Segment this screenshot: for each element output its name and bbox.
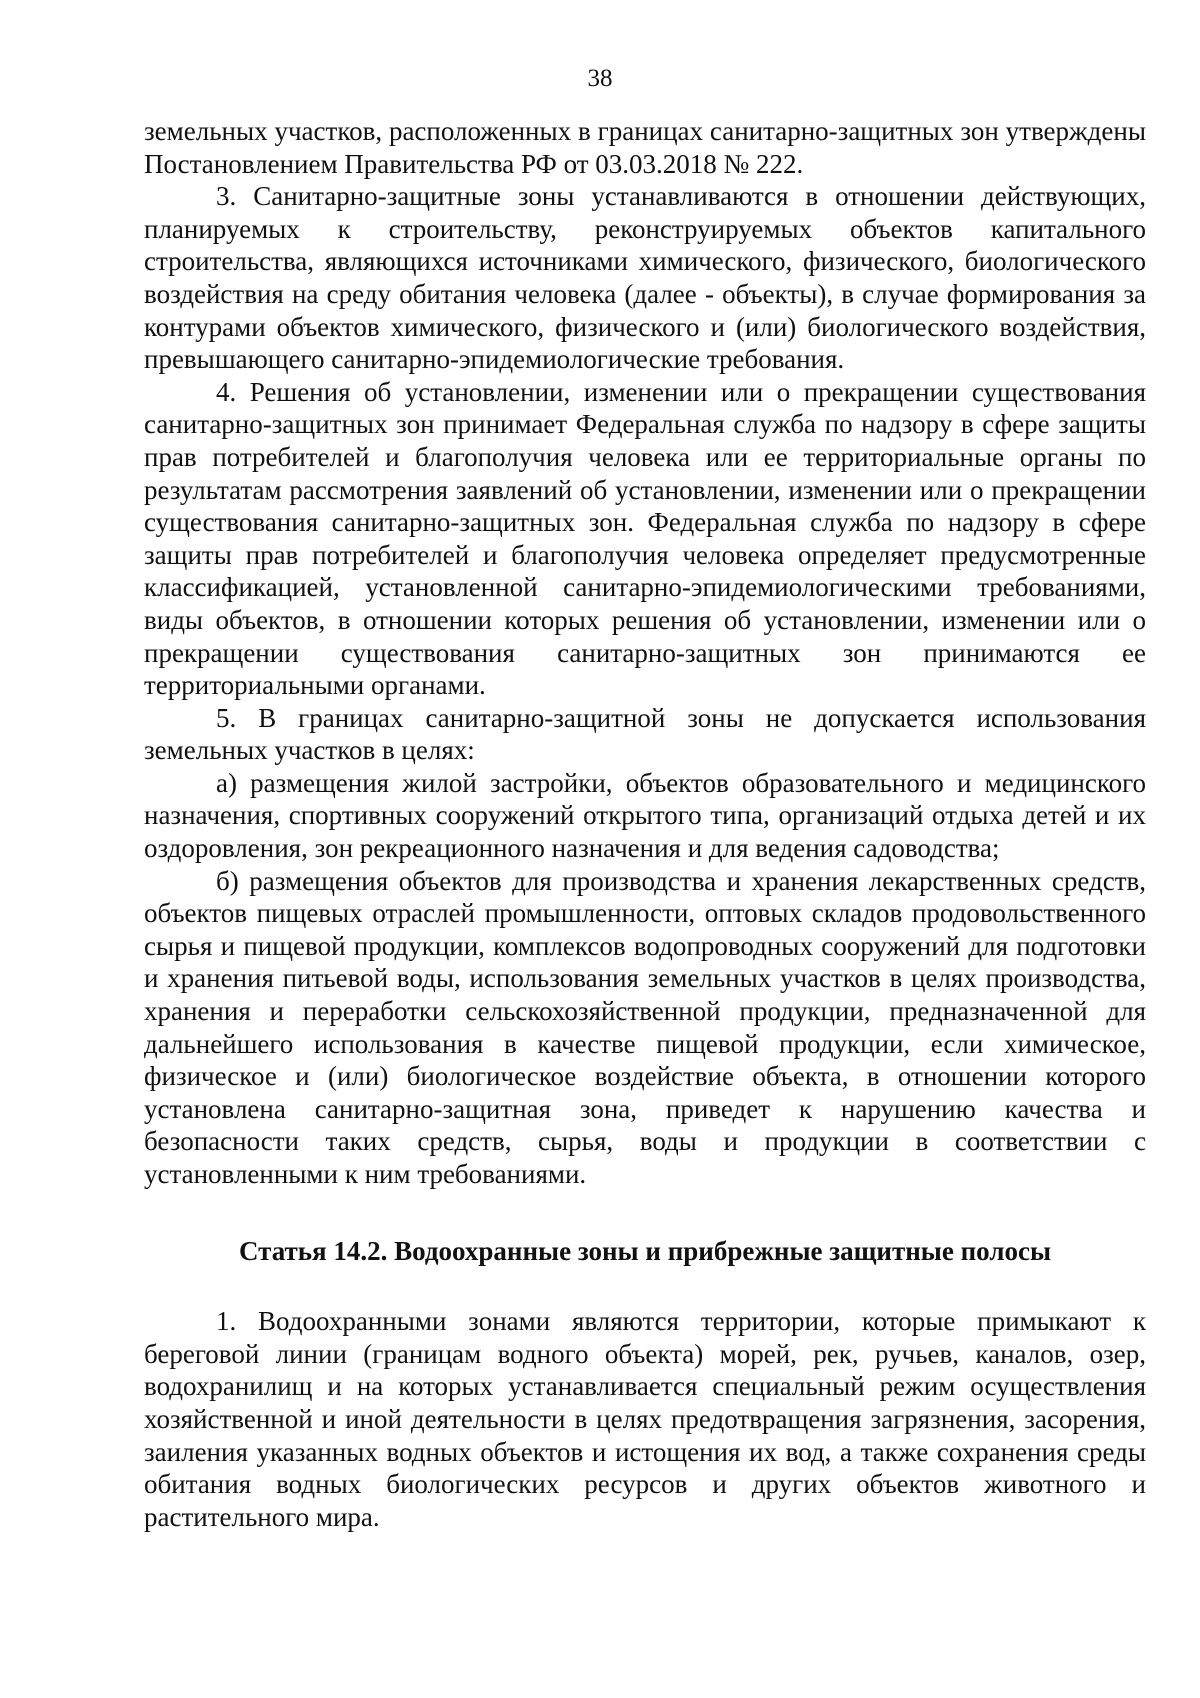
section-text-after (144, 1305, 1146, 1533)
subparagraph-b: б) размещения объектов для производства и хранения лекарственных средств, объектов пищевых отраслей промышленности, оптовых складов продовольственного сырья и пищевой продукции, комплексов водопроводных сооружений для подготовки и хранения питьевой воды, использования земельных участков в целях производства, хранения и переработки сельскохозяйственной продукции, предназначенной для дальнейшего использования в качестве пищевой продукции, если химическое, физическое и (или) биологическое воздействие объекта, в отношении которого установлена санитарно-защитная зона, приведет к нарушению качества и безопасности таких средств, сырья, воды и продукции в соответствии с установленными к ним требованиями. (144, 865, 1146, 1189)
article-heading: Статья 14.2. Водоохранные зоны и прибрежные защитные полосы (238, 1235, 1052, 1266)
paragraph-item-3: 3. Санитарно-защитные зоны устанавливаются в отношении действующих, планируемых к строительству, реконструируемых объектов капитального строительства, являющихся источниками химического, физического, биологического воздействия на среду обитания человека (далее - объекты), в случае формирования за контурами объектов химического, физического и (или) биологического воздействия, превышающего санитарно-эпидемиологические требования. (144, 181, 1146, 375)
paragraph-item-1: 1. Водоохранными зонами являются территории, которые примыкают к береговой линии (границам водного объекта) морей, рек, ручьев, каналов, озер, водохранилищ и на которых устанавливается специальный режим осуществления хозяйственной и иной деятельности в целях предотвращения загрязнения, засорения, заиления указанных водных объектов и истощения их вод, а также сохранения среды обитания водных биологических ресурсов и других объектов животного и растительного мира. (144, 1306, 1146, 1532)
paragraph-item-4: 4. Решения об установлении, изменении или о прекращении существования санитарно-защитных зон принимает Федеральная служба по надзору в сфере защиты прав потребителей и благополучия человека или ее территориальные органы по результатам рассмотрения заявлений об установлении, изменении или о прекращении существования санитарно-защитных зон. Федеральная служба по надзору в сфере защиты прав потребителей и благополучия человека определяет предусмотренные классификацией, установленной санитарно-эпидемиологическими требованиями, виды объектов, в отношении которых решения об установлении, изменении или о прекращении существования санитарно-защитных зон принимаются ее территориальными органами. (144, 376, 1146, 701)
subparagraph-a: а) размещения жилой застройки, объектов образовательного и медицинского назначения, спортивных сооружений открытого типа, организаций отдыха детей и их оздоровления, зон рекреационного назначения и для ведения садоводства; (144, 767, 1146, 864)
page-number: 38 (587, 65, 613, 92)
document-body (144, 115, 1146, 1533)
section-text-before (144, 115, 1146, 1191)
paragraph-continuation: земельных участков, расположенных в границах санитарно-защитных зон утверждены Постановлением Правительства РФ от 03.03.2018 № 222. (144, 116, 1146, 179)
paragraph-item-5: 5. В границах санитарно-защитной зоны не допускается использования земельных участков в целях: (144, 702, 1146, 766)
